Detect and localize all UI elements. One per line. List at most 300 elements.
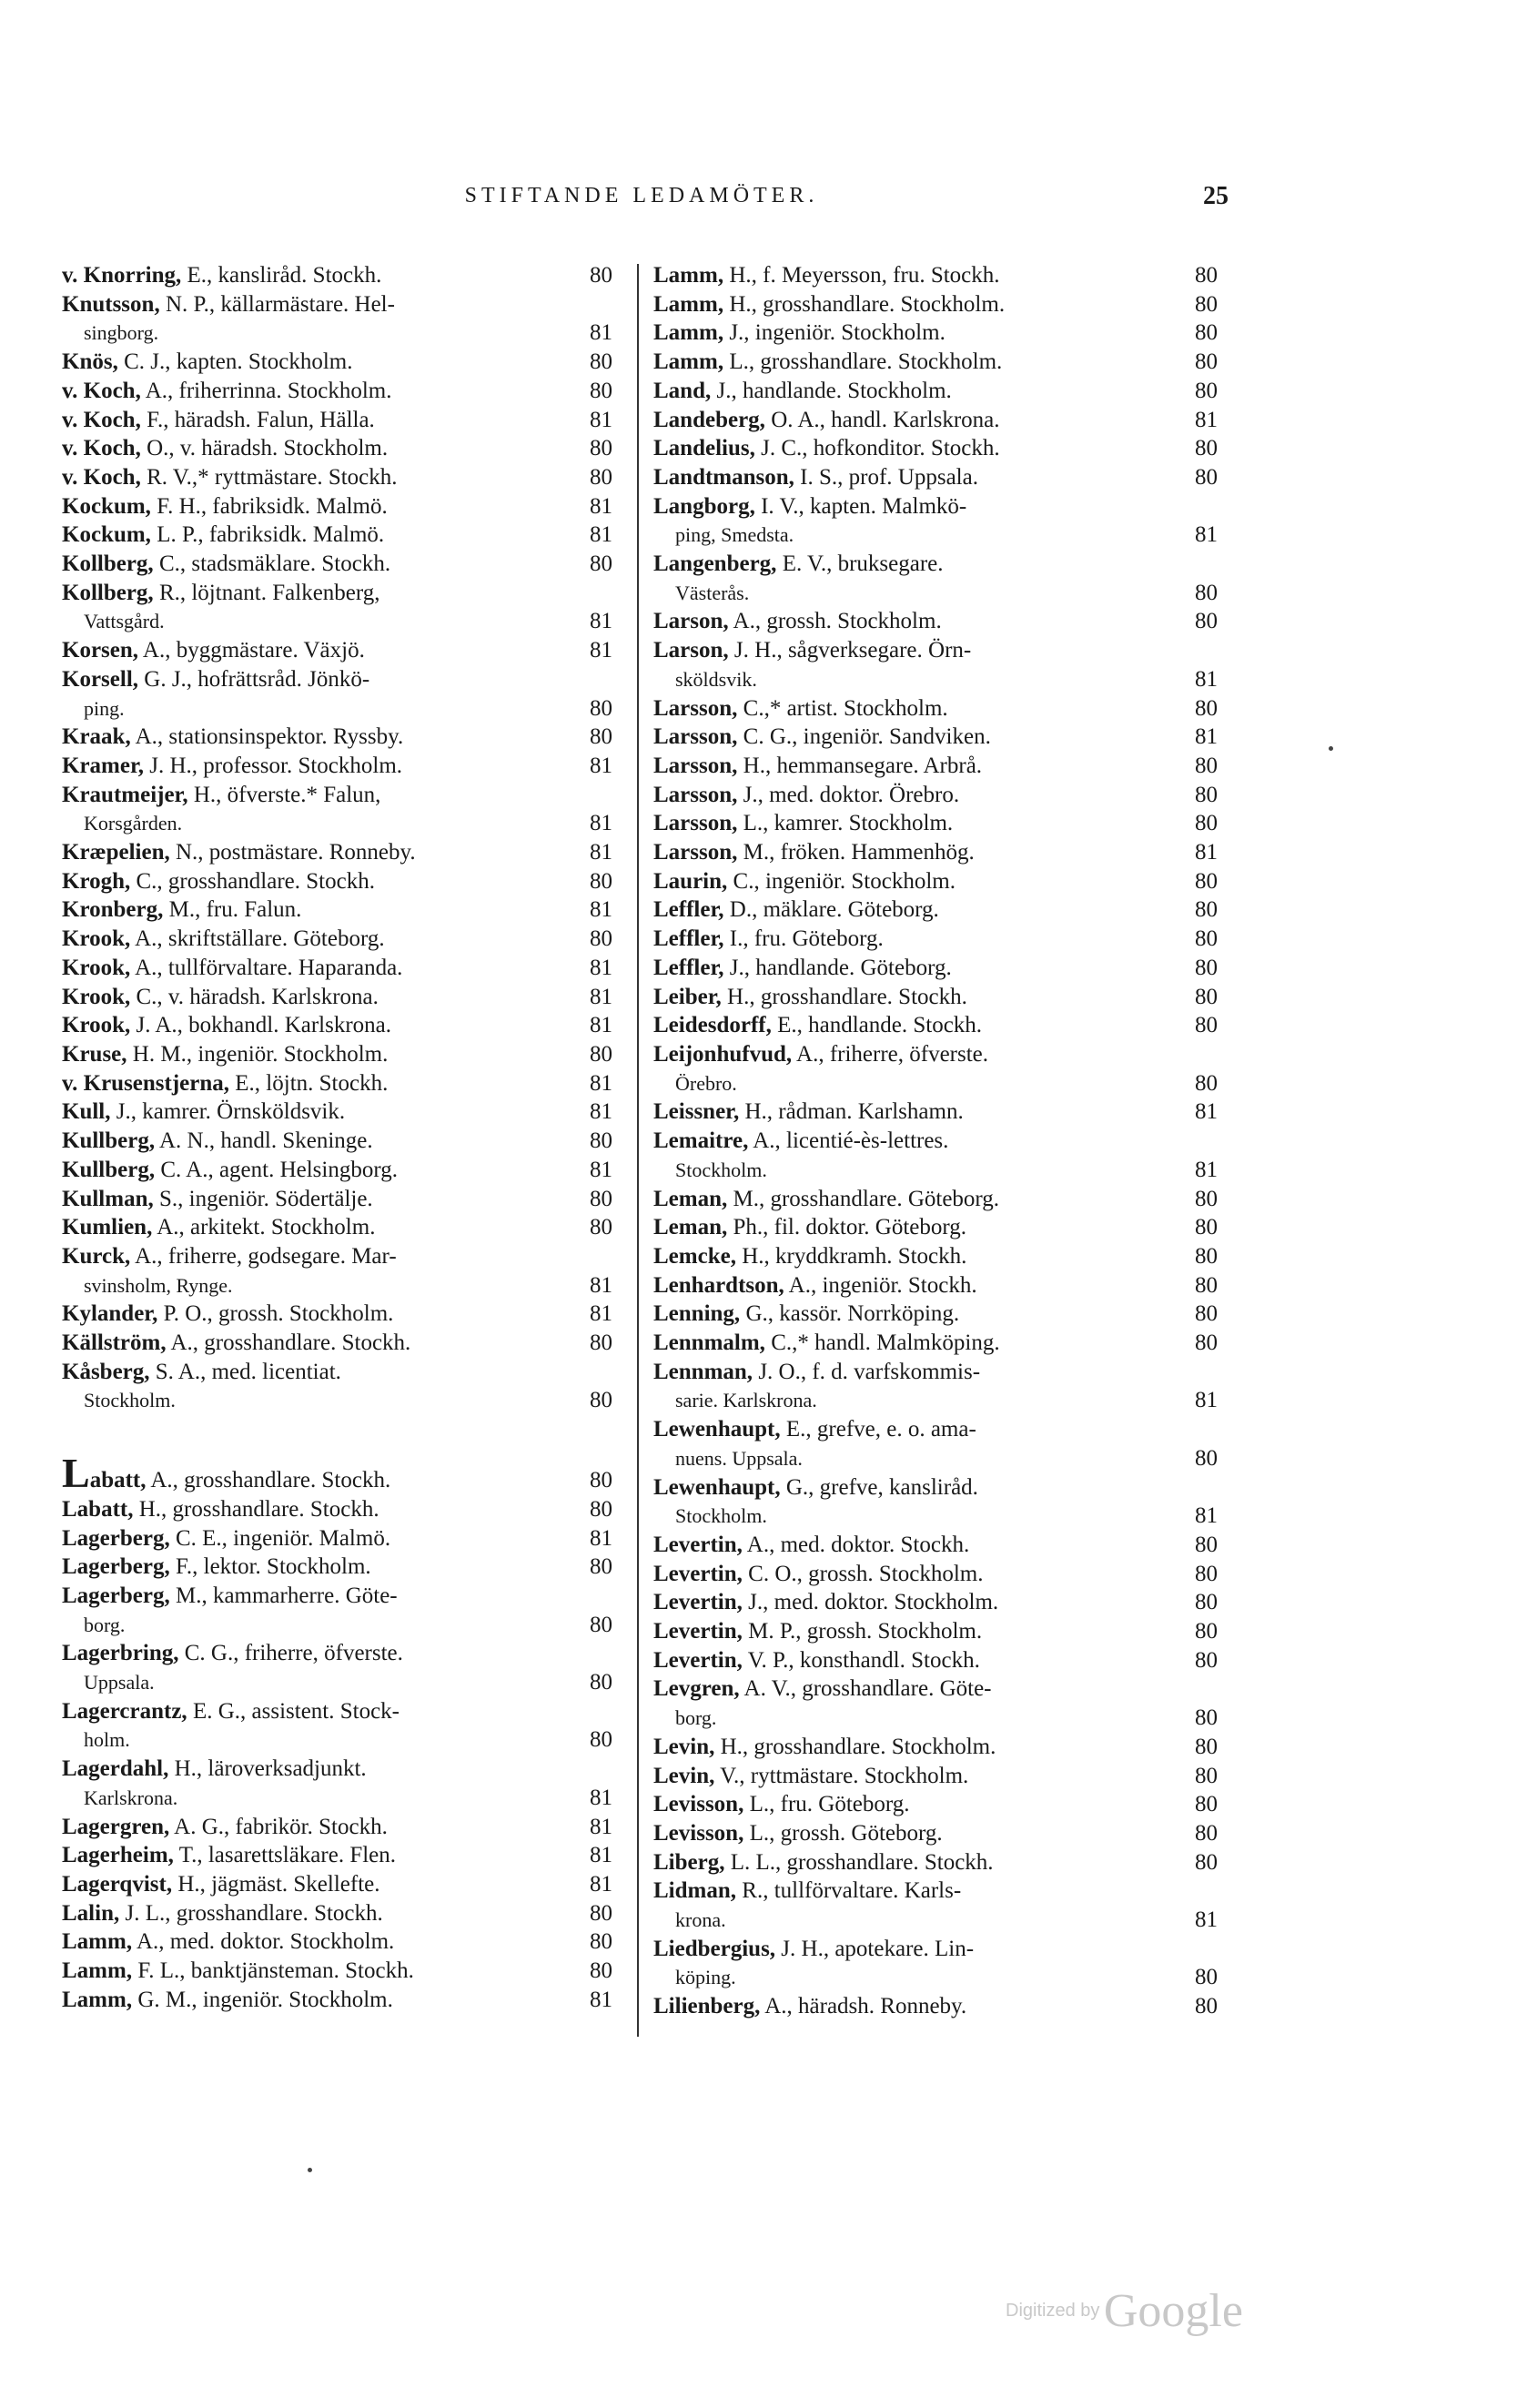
entry-line (62, 261, 612, 290)
member-entry (62, 579, 612, 636)
entry-line (653, 723, 1218, 752)
entry-line (653, 983, 1218, 1012)
member-entry (653, 1935, 1218, 1992)
member-details: S. A., med. licentiat. (149, 1359, 341, 1384)
membership-year: 81 (590, 1099, 612, 1125)
entry-line (653, 867, 1218, 896)
membership-year: 80 (1195, 984, 1218, 1009)
membership-year: 80 (590, 926, 612, 952)
member-entry (62, 1300, 612, 1329)
watermark-prefix: Digitized by (1006, 2301, 1100, 2321)
entry-line (653, 1098, 1218, 1127)
member-name: v. Koch, (62, 407, 141, 432)
member-name: Kullberg, (62, 1157, 156, 1182)
member-details: A., stationsinspektor. Ryssby. (130, 724, 404, 750)
member-name: Lennman, (653, 1359, 753, 1384)
print-speck (1329, 746, 1333, 751)
member-entry (653, 636, 1218, 693)
page-header (55, 182, 1229, 218)
membership-year: 80 (590, 1727, 612, 1753)
member-name: Labatt, (62, 1496, 134, 1522)
member-details: E., löjtn. Stockh. (229, 1070, 389, 1096)
member-entry (653, 1992, 1218, 2021)
membership-year: 81 (590, 1987, 612, 2012)
entry-line (653, 809, 1218, 838)
member-name: Kylander, (62, 1301, 158, 1327)
member-name: Lagergren, (62, 1814, 170, 1839)
member-name: Levisson, (653, 1792, 744, 1817)
membership-year: 80 (590, 436, 612, 461)
member-details: F. H., fabriksidk. Malmö. (150, 493, 388, 519)
member-entry (62, 1899, 612, 1928)
member-details: L. P., fabriksidk. Malmö. (150, 522, 385, 548)
member-name: Källström, (62, 1330, 167, 1356)
member-details: A., friherrinna. Stockholm. (140, 378, 392, 403)
member-details: H., kryddkramh. Stockh. (735, 1243, 967, 1269)
entry-line (653, 636, 1218, 665)
entry-line (62, 377, 612, 406)
entry-line (653, 1531, 1218, 1560)
entry-line (62, 290, 612, 319)
membership-year: 81 (1195, 1099, 1218, 1125)
member-details: A., grosshandlare. Stockh. (166, 1330, 411, 1356)
member-name: Laurin, (653, 868, 728, 894)
entry-line (62, 1300, 612, 1329)
member-details: J. A., bokhandl. Karlskrona. (130, 1013, 392, 1038)
member-name: v. Krusenstjerna, (62, 1070, 230, 1096)
entry-line (62, 1870, 612, 1899)
member-details: C.,* handl. Malmköping. (764, 1330, 1000, 1356)
membership-year: 80 (1195, 1301, 1218, 1327)
entry-line (62, 1156, 612, 1185)
member-entry (653, 838, 1218, 867)
member-entry (653, 1473, 1218, 1531)
member-details: G., grefve, kansliråd. (780, 1474, 978, 1500)
member-name: Larsson, (653, 840, 738, 865)
membership-year: 80 (590, 1496, 612, 1522)
entry-line (62, 1524, 612, 1553)
member-entry (653, 1213, 1218, 1242)
member-details: H., grosshandlare. Stockholm. (714, 1734, 996, 1759)
entry-line (653, 607, 1218, 636)
member-name: Leman, (653, 1186, 728, 1211)
entry-line (653, 550, 1218, 579)
member-details: A., skriftställare. Göteborg. (130, 926, 385, 952)
member-details: V., ryttmästare. Stockholm. (714, 1763, 969, 1788)
member-name: Krook, (62, 984, 131, 1009)
member-details: J. C., hofkonditor. Stockh. (754, 436, 1000, 461)
entry-line (62, 838, 612, 867)
member-details: A., licentié-ès-lettres. (748, 1128, 949, 1154)
member-name: Lewenhaupt, (653, 1474, 781, 1500)
member-details: A., grosshandlare. Stockh. (146, 1468, 391, 1493)
entry-line (653, 694, 1218, 723)
member-name: Kollberg, (62, 551, 154, 577)
member-name: Lemcke, (653, 1243, 736, 1269)
member-details: D., mäklare. Göteborg. (723, 897, 939, 923)
member-name: Larsson, (653, 782, 738, 807)
member-details: H., jägmäst. Skellefte. (172, 1871, 380, 1897)
member-details: V. P., konsthandl. Stockh. (742, 1647, 980, 1673)
member-details: J., handlande. Stockholm. (711, 378, 952, 403)
membership-year: 81 (590, 1301, 612, 1327)
member-details: L., kamrer. Stockholm. (737, 811, 954, 836)
member-details: A., med. doktor. Stockholm. (132, 1929, 395, 1955)
member-name: Krook, (62, 1013, 131, 1038)
membership-year: 81 (590, 1525, 612, 1551)
member-details: I. S., prof. Uppsala. (794, 464, 978, 490)
member-entry (653, 925, 1218, 954)
member-name: Kumlien, (62, 1215, 153, 1240)
member-entry (62, 954, 612, 983)
entry-line (653, 434, 1218, 463)
member-name: Levertin, (653, 1619, 743, 1644)
member-entry (653, 319, 1218, 348)
member-details: J. L., grosshandlare. Stockh. (119, 1900, 383, 1926)
member-entry (62, 1242, 612, 1300)
member-details: S., ingeniör. Södertälje. (153, 1186, 373, 1211)
entry-line (62, 521, 612, 550)
member-entry (653, 290, 1218, 319)
membership-year: 80 (1195, 1013, 1218, 1038)
membership-year: 81 (590, 407, 612, 432)
entry-line (653, 1992, 1218, 2021)
membership-year: 80 (590, 1468, 612, 1493)
entry-line (62, 1697, 612, 1726)
entry-line (62, 1358, 612, 1387)
entry-line (62, 434, 612, 463)
membership-year: 80 (1195, 811, 1218, 836)
member-details: C.,* artist. Stockholm. (737, 695, 948, 721)
member-name: Kurck, (62, 1243, 131, 1269)
membership-year: 81 (1195, 1907, 1218, 1933)
membership-year: 80 (590, 349, 612, 375)
membership-year: 81 (1195, 1388, 1218, 1413)
member-entry (653, 348, 1218, 377)
member-name: Lamm, (62, 1929, 133, 1955)
entry-line (653, 1242, 1218, 1271)
membership-year: 80 (1195, 1561, 1218, 1586)
member-details: C. G., ingeniör. Sandviken. (737, 724, 991, 750)
member-details: M., fru. Falun. (163, 897, 302, 923)
member-name: Lewenhaupt, (653, 1417, 781, 1442)
member-name: Lagerberg, (62, 1525, 170, 1551)
member-entry (653, 1560, 1218, 1589)
member-name: Leman, (653, 1215, 728, 1240)
member-name: Kollberg, (62, 580, 154, 605)
member-details: O. A., handl. Karlskrona. (764, 407, 1000, 432)
member-details: J. H., apotekare. Lin- (775, 1936, 975, 1961)
member-details-continued: köping. (675, 1966, 736, 1989)
entry-line (653, 1819, 1218, 1848)
member-name: Leffler, (653, 897, 724, 923)
entry-line (62, 1841, 612, 1870)
member-name: Korsell, (62, 666, 139, 692)
member-details-continued: svinsholm, Rynge. (84, 1273, 233, 1297)
entry-line (653, 781, 1218, 810)
member-entry (653, 492, 1218, 550)
member-entry (62, 1127, 612, 1156)
membership-year: 81 (590, 1157, 612, 1182)
member-details: A., grossh. Stockholm. (728, 609, 942, 634)
membership-year: 80 (590, 868, 612, 894)
member-details: J., ingeniör. Stockholm. (723, 320, 946, 346)
member-name: Lagerqvist, (62, 1871, 173, 1897)
membership-year: 80 (1195, 349, 1218, 375)
member-name: Kockum, (62, 522, 151, 548)
membership-year: 80 (590, 1128, 612, 1154)
member-details: C., stadsmäklare. Stockh. (153, 551, 391, 577)
membership-year: 80 (1195, 291, 1218, 317)
member-name: Levertin, (653, 1561, 743, 1586)
membership-year: 80 (1195, 1330, 1218, 1356)
member-name: Lenhardtson, (653, 1272, 784, 1298)
member-details: H. M., ingeniör. Stockholm. (126, 1041, 389, 1067)
membership-year: 80 (590, 1186, 612, 1211)
google-logo: Google (1103, 2285, 1243, 2337)
member-details: C. O., grossh. Stockholm. (742, 1561, 984, 1586)
member-entry (653, 954, 1218, 983)
member-name: Kull, (62, 1099, 111, 1125)
member-details-continued: borg. (84, 1613, 126, 1636)
member-name: Levertin, (653, 1590, 743, 1615)
member-entry (62, 1755, 612, 1812)
member-details-continued: holm. (84, 1728, 130, 1752)
membership-year: 80 (1195, 782, 1218, 807)
membership-year: 80 (1195, 580, 1218, 605)
member-details: H., hemmansegare. Arbrå. (737, 753, 983, 778)
entry-line (62, 1957, 612, 1986)
entry-line (62, 348, 612, 377)
entry-line (653, 261, 1218, 290)
member-details-continued: Vattsgård. (84, 610, 165, 633)
member-name: Lamm, (653, 263, 724, 288)
membership-year: 80 (1195, 1734, 1218, 1759)
member-entry (62, 838, 612, 867)
membership-year: 81 (590, 522, 612, 548)
member-name: Lagerheim, (62, 1843, 174, 1868)
entry-line (62, 1582, 612, 1611)
membership-year: 81 (1195, 1503, 1218, 1529)
entry-line (62, 867, 612, 896)
member-name: Leijonhufvud, (653, 1041, 793, 1067)
entry-line (62, 492, 612, 521)
entry-line (62, 1459, 612, 1495)
membership-year: 81 (590, 493, 612, 519)
member-details: P. O., grossh. Stockholm. (157, 1301, 394, 1327)
entry-line (62, 665, 612, 694)
member-name: Lagerdahl, (62, 1756, 169, 1782)
member-details: L., grosshandlare. Stockholm. (723, 349, 1003, 375)
member-name: Krook, (62, 926, 131, 952)
entry-line (653, 1415, 1218, 1444)
member-entry (653, 1790, 1218, 1819)
member-name: Lagerberg, (62, 1583, 170, 1608)
entry-line (653, 838, 1218, 867)
membership-year: 81 (590, 609, 612, 634)
member-details: F., lektor. Stockholm. (169, 1554, 371, 1580)
membership-year: 80 (1195, 1070, 1218, 1096)
member-name: Langenberg, (653, 551, 777, 577)
member-entry (62, 406, 612, 435)
member-name: Lennmalm, (653, 1330, 765, 1356)
member-details: E., handlande. Stockh. (771, 1013, 983, 1038)
member-name: Lalin, (62, 1900, 120, 1926)
member-name: v. Koch, (62, 378, 141, 403)
membership-year: 80 (1195, 1763, 1218, 1788)
membership-year: 80 (590, 551, 612, 577)
member-details: M. P., grossh. Stockholm. (742, 1619, 983, 1644)
membership-year: 80 (590, 1929, 612, 1955)
entry-line (653, 1213, 1218, 1242)
member-entry (653, 723, 1218, 752)
member-entry (653, 1733, 1218, 1762)
member-name: Krook, (62, 955, 131, 980)
entry-line (653, 406, 1218, 435)
member-name: Larsson, (653, 724, 738, 750)
member-details: A., tullförvaltare. Haparanda. (130, 955, 403, 980)
entry-line (653, 954, 1218, 983)
member-name: Kullman, (62, 1186, 154, 1211)
entry-line (62, 1329, 612, 1358)
member-details: H., grosshandlare. Stockh. (721, 984, 967, 1009)
entry-line (62, 1185, 612, 1214)
member-name: Labatt, (62, 1468, 147, 1492)
member-entry (653, 1415, 1218, 1472)
membership-year: 80 (1195, 1272, 1218, 1298)
membership-year: 81 (590, 638, 612, 663)
member-details: R., löjtnant. Falkenberg, (153, 580, 380, 605)
member-details: J. H., sågverksegare. Örn- (728, 638, 972, 663)
member-details: M., kammarherre. Göte- (169, 1583, 398, 1608)
membership-year: 81 (590, 955, 612, 980)
member-entry (62, 636, 612, 665)
entry-line (62, 1755, 612, 1784)
entry-line (653, 1646, 1218, 1675)
membership-year: 81 (590, 1785, 612, 1810)
membership-year: 80 (590, 464, 612, 490)
member-entry (653, 1271, 1218, 1300)
member-entry (653, 1300, 1218, 1329)
entry-line (62, 550, 612, 579)
member-details: E., kansliråd. Stockh. (181, 263, 382, 288)
member-name: Kraak, (62, 724, 131, 750)
member-entry (62, 1697, 612, 1755)
member-name: Kockum, (62, 493, 151, 519)
entry-line (653, 1877, 1218, 1906)
entry-line (62, 636, 612, 665)
membership-year: 81 (590, 1843, 612, 1868)
member-name: Leffler, (653, 926, 724, 952)
entry-line (62, 954, 612, 983)
member-name: Lenning, (653, 1301, 741, 1327)
member-name: Korsen, (62, 638, 139, 663)
entry-line (653, 1271, 1218, 1300)
entry-line (62, 1986, 612, 2015)
membership-year: 81 (1195, 407, 1218, 432)
entry-line (653, 1011, 1218, 1040)
member-entry (62, 463, 612, 492)
member-details: N. P., källarmästare. Hel- (159, 291, 395, 317)
membership-year: 80 (1195, 1590, 1218, 1615)
membership-year: 80 (590, 1554, 612, 1580)
member-name: Lemaitre, (653, 1128, 749, 1154)
member-name: Lagerbring, (62, 1641, 179, 1666)
entry-line (653, 1329, 1218, 1358)
member-entry (62, 1098, 612, 1127)
member-entry (62, 1639, 612, 1696)
entry-line (62, 1069, 612, 1098)
member-details: M., grosshandlare. Göteborg. (727, 1186, 1000, 1211)
entry-line (62, 1927, 612, 1957)
member-details: A. N., handl. Skeninge. (155, 1128, 373, 1154)
member-name: Landtmanson, (653, 464, 794, 490)
member-details: A. G., fabrikör. Stockh. (169, 1814, 388, 1839)
member-entry (62, 1329, 612, 1358)
member-entry (62, 867, 612, 896)
membership-year: 80 (590, 1900, 612, 1926)
member-name: Levgren, (653, 1676, 740, 1702)
member-details: F., häradsh. Falun, Hälla. (140, 407, 375, 432)
entry-line (62, 781, 612, 810)
member-entry (62, 377, 612, 406)
entry-line (62, 1813, 612, 1842)
entry-line (653, 1935, 1218, 1964)
member-details: T., lasarettsläkare. Flen. (173, 1843, 397, 1868)
member-details-continued: krona. (675, 1908, 726, 1932)
member-entry (653, 261, 1218, 290)
member-name: Krogh, (62, 868, 131, 894)
member-entry (653, 1358, 1218, 1415)
member-entry (62, 1011, 612, 1040)
member-entry (653, 1617, 1218, 1646)
member-name: Lamm, (62, 1958, 133, 1984)
entry-line (653, 1674, 1218, 1704)
letter-section-gap (62, 1415, 612, 1459)
member-entry (653, 1646, 1218, 1675)
entry-line (62, 1242, 612, 1271)
member-details: H., öfverste.* Falun, (187, 782, 381, 807)
member-details: C. J., kapten. Stockholm. (117, 349, 353, 375)
member-name: Krautmeijer, (62, 782, 188, 807)
member-details: C. A., agent. Helsingborg. (155, 1157, 398, 1182)
member-entry (62, 1957, 612, 1986)
membership-year: 80 (1195, 897, 1218, 923)
membership-year: 80 (590, 1670, 612, 1695)
member-entry (653, 377, 1218, 406)
member-details-continued: singborg. (84, 321, 159, 345)
member-details: R., tullförvaltare. Karls- (736, 1878, 962, 1904)
member-name: Levertin, (653, 1647, 743, 1673)
membership-year: 80 (1195, 464, 1218, 490)
member-details: E., grefve, e. o. ama- (780, 1417, 976, 1442)
member-details: I. V., kapten. Malmkö- (754, 493, 967, 519)
member-name: Lamm, (62, 1987, 133, 2012)
member-name: Larson, (653, 609, 729, 634)
member-entry (62, 1553, 612, 1582)
member-name: Larsson, (653, 811, 738, 836)
entry-line (653, 1733, 1218, 1762)
member-entry (653, 463, 1218, 492)
entry-line (653, 348, 1218, 377)
member-entry (653, 1242, 1218, 1271)
membership-year: 80 (1195, 1532, 1218, 1557)
member-details: C., grosshandlare. Stockh. (130, 868, 375, 894)
entry-line (653, 1790, 1218, 1819)
entry-line (62, 1639, 612, 1668)
member-details-continued: Karlskrona. (84, 1786, 178, 1809)
member-entry (62, 723, 612, 752)
